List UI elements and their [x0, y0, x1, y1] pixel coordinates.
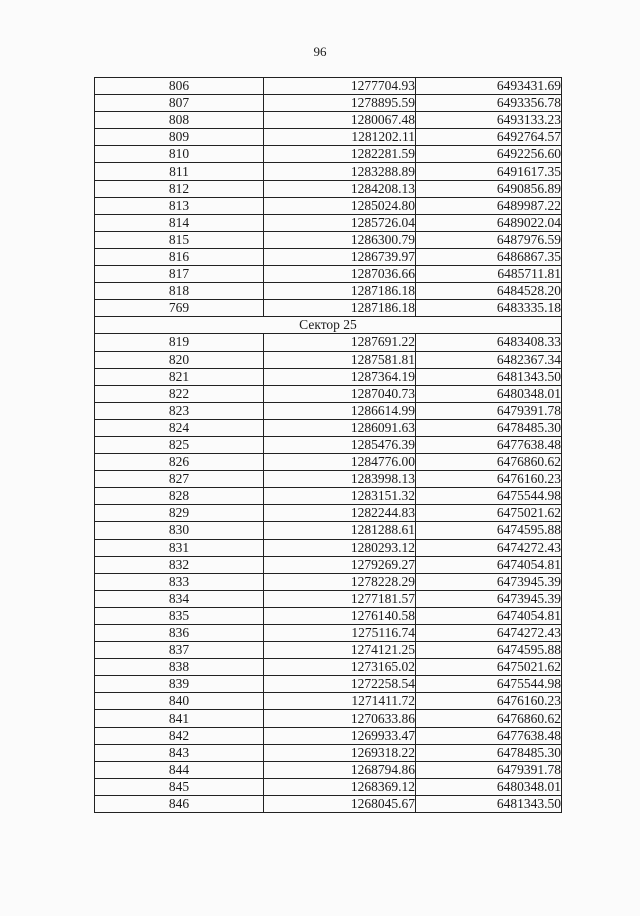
- x-coordinate-cell: 1274121.25: [264, 642, 416, 659]
- x-coordinate-cell: 1287364.19: [264, 368, 416, 385]
- table-row: [95, 231, 562, 248]
- x-coordinate-cell: 1287691.22: [264, 334, 416, 351]
- coordinates-table: [94, 77, 562, 813]
- y-coordinate-cell: 6489022.04: [416, 214, 562, 231]
- point-number-cell: 822: [95, 385, 264, 402]
- y-coordinate-cell: 6492764.57: [416, 129, 562, 146]
- table-row: [95, 454, 562, 471]
- y-coordinate-cell: 6476160.23: [416, 693, 562, 710]
- x-coordinate-cell: 1280067.48: [264, 112, 416, 129]
- point-number-cell: 816: [95, 248, 264, 265]
- table-row: [95, 197, 562, 214]
- table-row: [95, 163, 562, 180]
- table-row: [95, 556, 562, 573]
- y-coordinate-cell: 6493431.69: [416, 78, 562, 95]
- x-coordinate-cell: 1271411.72: [264, 693, 416, 710]
- table-row: [95, 573, 562, 590]
- x-coordinate-cell: 1273165.02: [264, 659, 416, 676]
- table-row: [95, 351, 562, 368]
- point-number-cell: 813: [95, 197, 264, 214]
- y-coordinate-cell: 6492256.60: [416, 146, 562, 163]
- table-row: [95, 676, 562, 693]
- sector-label: Сектор 25: [95, 317, 562, 334]
- table-row: [95, 659, 562, 676]
- table-row: [95, 112, 562, 129]
- y-coordinate-cell: 6479391.78: [416, 402, 562, 419]
- x-coordinate-cell: 1268794.86: [264, 761, 416, 778]
- y-coordinate-cell: 6474272.43: [416, 539, 562, 556]
- x-coordinate-cell: 1283151.32: [264, 488, 416, 505]
- y-coordinate-cell: 6474272.43: [416, 625, 562, 642]
- table-row: [95, 744, 562, 761]
- y-coordinate-cell: 6473945.39: [416, 573, 562, 590]
- table-row: [95, 95, 562, 112]
- point-number-cell: 817: [95, 266, 264, 283]
- table-row: [95, 607, 562, 624]
- y-coordinate-cell: 6481343.50: [416, 795, 562, 812]
- y-coordinate-cell: 6485711.81: [416, 266, 562, 283]
- y-coordinate-cell: 6486867.35: [416, 248, 562, 265]
- point-number-cell: 823: [95, 402, 264, 419]
- point-number-cell: 826: [95, 454, 264, 471]
- point-number-cell: 830: [95, 522, 264, 539]
- x-coordinate-cell: 1278228.29: [264, 573, 416, 590]
- y-coordinate-cell: 6473945.39: [416, 590, 562, 607]
- table-row: [95, 214, 562, 231]
- x-coordinate-cell: 1278895.59: [264, 95, 416, 112]
- point-number-cell: 814: [95, 214, 264, 231]
- y-coordinate-cell: 6476860.62: [416, 710, 562, 727]
- y-coordinate-cell: 6474054.81: [416, 607, 562, 624]
- y-coordinate-cell: 6478485.30: [416, 419, 562, 436]
- y-coordinate-cell: 6476860.62: [416, 454, 562, 471]
- table-row: [95, 248, 562, 265]
- y-coordinate-cell: 6484528.20: [416, 283, 562, 300]
- x-coordinate-cell: 1268369.12: [264, 778, 416, 795]
- point-number-cell: 825: [95, 436, 264, 453]
- table-row: [95, 488, 562, 505]
- x-coordinate-cell: 1280293.12: [264, 539, 416, 556]
- point-number-cell: 824: [95, 419, 264, 436]
- x-coordinate-cell: 1287186.18: [264, 300, 416, 317]
- table-row: [95, 505, 562, 522]
- table-row: [95, 795, 562, 812]
- y-coordinate-cell: 6487976.59: [416, 231, 562, 248]
- y-coordinate-cell: 6490856.89: [416, 180, 562, 197]
- y-coordinate-cell: 6474595.88: [416, 642, 562, 659]
- point-number-cell: 842: [95, 727, 264, 744]
- point-number-cell: 837: [95, 642, 264, 659]
- table-row: [95, 590, 562, 607]
- point-number-cell: 808: [95, 112, 264, 129]
- point-number-cell: 838: [95, 659, 264, 676]
- x-coordinate-cell: 1287036.66: [264, 266, 416, 283]
- point-number-cell: 831: [95, 539, 264, 556]
- x-coordinate-cell: 1269933.47: [264, 727, 416, 744]
- table-row: [95, 778, 562, 795]
- y-coordinate-cell: 6475544.98: [416, 488, 562, 505]
- x-coordinate-cell: 1287040.73: [264, 385, 416, 402]
- table-row: [95, 539, 562, 556]
- table-row: [95, 710, 562, 727]
- x-coordinate-cell: 1270633.86: [264, 710, 416, 727]
- y-coordinate-cell: 6477638.48: [416, 727, 562, 744]
- y-coordinate-cell: 6474054.81: [416, 556, 562, 573]
- x-coordinate-cell: 1272258.54: [264, 676, 416, 693]
- table-row: [95, 625, 562, 642]
- y-coordinate-cell: 6477638.48: [416, 436, 562, 453]
- y-coordinate-cell: 6493356.78: [416, 95, 562, 112]
- y-coordinate-cell: 6475544.98: [416, 676, 562, 693]
- point-number-cell: 834: [95, 590, 264, 607]
- table-row: [95, 385, 562, 402]
- y-coordinate-cell: 6475021.62: [416, 505, 562, 522]
- x-coordinate-cell: 1285476.39: [264, 436, 416, 453]
- point-number-cell: 769: [95, 300, 264, 317]
- coordinates-table-body: [95, 78, 562, 813]
- point-number-cell: 846: [95, 795, 264, 812]
- x-coordinate-cell: 1268045.67: [264, 795, 416, 812]
- table-row: [95, 761, 562, 778]
- table-row: [95, 402, 562, 419]
- sector-header-row: [95, 317, 562, 334]
- point-number-cell: 812: [95, 180, 264, 197]
- point-number-cell: 818: [95, 283, 264, 300]
- table-row: [95, 129, 562, 146]
- x-coordinate-cell: 1281202.11: [264, 129, 416, 146]
- table-row: [95, 522, 562, 539]
- point-number-cell: 809: [95, 129, 264, 146]
- y-coordinate-cell: 6479391.78: [416, 761, 562, 778]
- point-number-cell: 807: [95, 95, 264, 112]
- table-row: [95, 419, 562, 436]
- x-coordinate-cell: 1283998.13: [264, 471, 416, 488]
- y-coordinate-cell: 6483335.18: [416, 300, 562, 317]
- point-number-cell: 836: [95, 625, 264, 642]
- x-coordinate-cell: 1287581.81: [264, 351, 416, 368]
- table-row: [95, 727, 562, 744]
- point-number-cell: 832: [95, 556, 264, 573]
- x-coordinate-cell: 1277181.57: [264, 590, 416, 607]
- point-number-cell: 821: [95, 368, 264, 385]
- table-row: [95, 368, 562, 385]
- point-number-cell: 841: [95, 710, 264, 727]
- point-number-cell: 828: [95, 488, 264, 505]
- table-row: [95, 283, 562, 300]
- x-coordinate-cell: 1275116.74: [264, 625, 416, 642]
- point-number-cell: 829: [95, 505, 264, 522]
- x-coordinate-cell: 1284208.13: [264, 180, 416, 197]
- point-number-cell: 819: [95, 334, 264, 351]
- point-number-cell: 833: [95, 573, 264, 590]
- y-coordinate-cell: 6478485.30: [416, 744, 562, 761]
- point-number-cell: 844: [95, 761, 264, 778]
- x-coordinate-cell: 1277704.93: [264, 78, 416, 95]
- table-row: [95, 78, 562, 95]
- x-coordinate-cell: 1269318.22: [264, 744, 416, 761]
- page-number: 96: [313, 44, 327, 59]
- x-coordinate-cell: 1281288.61: [264, 522, 416, 539]
- point-number-cell: 820: [95, 351, 264, 368]
- y-coordinate-cell: 6483408.33: [416, 334, 562, 351]
- x-coordinate-cell: 1286739.97: [264, 248, 416, 265]
- x-coordinate-cell: 1285024.80: [264, 197, 416, 214]
- x-coordinate-cell: 1279269.27: [264, 556, 416, 573]
- x-coordinate-cell: 1282281.59: [264, 146, 416, 163]
- y-coordinate-cell: 6476160.23: [416, 471, 562, 488]
- point-number-cell: 811: [95, 163, 264, 180]
- point-number-cell: 845: [95, 778, 264, 795]
- y-coordinate-cell: 6491617.35: [416, 163, 562, 180]
- table-row: [95, 693, 562, 710]
- x-coordinate-cell: 1286091.63: [264, 419, 416, 436]
- y-coordinate-cell: 6480348.01: [416, 385, 562, 402]
- x-coordinate-cell: 1284776.00: [264, 454, 416, 471]
- table-row: [95, 180, 562, 197]
- point-number-cell: 835: [95, 607, 264, 624]
- table-row: [95, 642, 562, 659]
- y-coordinate-cell: 6482367.34: [416, 351, 562, 368]
- table-row: [95, 471, 562, 488]
- point-number-cell: 815: [95, 231, 264, 248]
- x-coordinate-cell: 1283288.89: [264, 163, 416, 180]
- x-coordinate-cell: 1276140.58: [264, 607, 416, 624]
- y-coordinate-cell: 6475021.62: [416, 659, 562, 676]
- point-number-cell: 843: [95, 744, 264, 761]
- x-coordinate-cell: 1282244.83: [264, 505, 416, 522]
- point-number-cell: 827: [95, 471, 264, 488]
- y-coordinate-cell: 6474595.88: [416, 522, 562, 539]
- table-row: [95, 300, 562, 317]
- table-row: [95, 266, 562, 283]
- y-coordinate-cell: 6493133.23: [416, 112, 562, 129]
- point-number-cell: 839: [95, 676, 264, 693]
- table-row: [95, 334, 562, 351]
- point-number-cell: 840: [95, 693, 264, 710]
- y-coordinate-cell: 6480348.01: [416, 778, 562, 795]
- table-row: [95, 146, 562, 163]
- x-coordinate-cell: 1286614.99: [264, 402, 416, 419]
- table-row: [95, 436, 562, 453]
- point-number-cell: 810: [95, 146, 264, 163]
- y-coordinate-cell: 6489987.22: [416, 197, 562, 214]
- x-coordinate-cell: 1285726.04: [264, 214, 416, 231]
- x-coordinate-cell: 1287186.18: [264, 283, 416, 300]
- point-number-cell: 806: [95, 78, 264, 95]
- x-coordinate-cell: 1286300.79: [264, 231, 416, 248]
- y-coordinate-cell: 6481343.50: [416, 368, 562, 385]
